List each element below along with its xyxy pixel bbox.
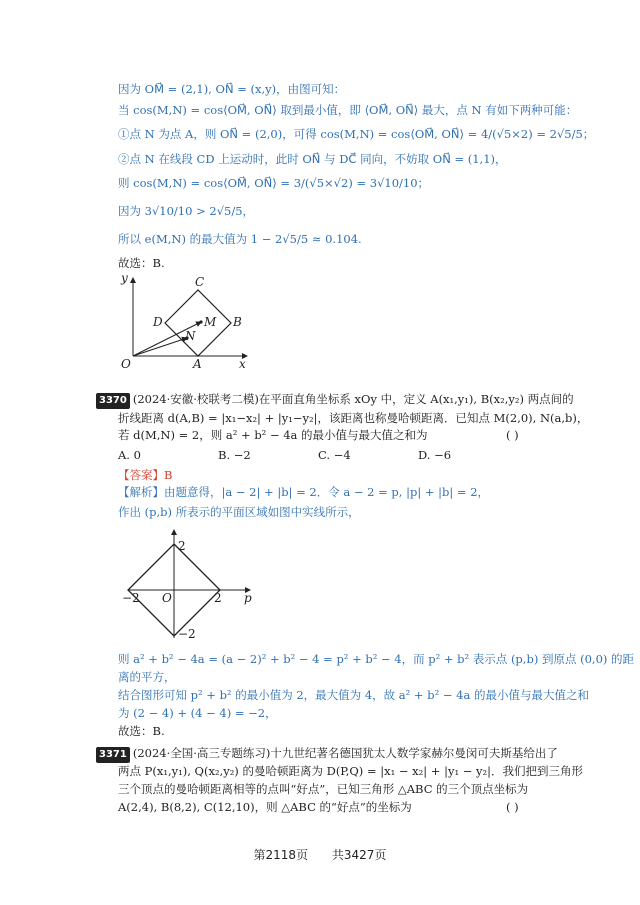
q3370-line-3: 若 d(M,N) = 2，则 a² + b² − 4a 的最小值与最大值之和为 [118, 428, 428, 442]
solution-line-6: 因为 3√10/10 > 2√5/5， [118, 204, 255, 218]
q3371-text-1: (2024·全国·高三专题练习)十九世纪著名德国犹太人数学家赫尔曼闵可夫斯基给出了 [132, 746, 558, 760]
q3370-number-badge: 3370 [96, 393, 130, 409]
fig2-label-o: O [162, 591, 172, 605]
fig1-label-y: y [121, 271, 128, 285]
fig1-label-n: N [185, 329, 196, 343]
choice-b: B. −2 [218, 448, 251, 462]
choice-d: D. −6 [418, 448, 452, 462]
solution-line-2: 当 cos(M,N) = cos⟨OM⃗, ON⃗⟩ 取到最小值，即 ⟨OM⃗, ON⃗⟩ 最大，点 N 有如下两种可能： [118, 103, 578, 117]
q3371-line-1 [96, 746, 558, 763]
q3370-text-1: (2024·安徽·校联考二模)在平面直角坐标系 xOy 中，定义 A(x₁,y₁), B(x₂,y₂) 两点间的 [132, 392, 574, 406]
sol3370-line-5: 故选：B. [118, 724, 165, 738]
fig2-label-right: 2 [214, 591, 222, 605]
choice-c: C. −4 [318, 448, 351, 462]
fig2-label-bottom: −2 [178, 627, 196, 641]
fig1-label-x: x [239, 357, 246, 371]
figure-diamond-region [118, 526, 268, 644]
fig2-label-p: p [244, 591, 252, 605]
figure-square-vectors [115, 268, 255, 373]
q3371-answer-paren: ( ) [506, 800, 519, 814]
q3371-line-3: 三个顶点的曼哈顿距离相等的点叫“好点”，已知三角形 △ABC 的三个顶点坐标为 [118, 782, 529, 796]
q3370-answer: 【答案】B [118, 468, 173, 482]
solution-line-8: 故选：B. [118, 256, 165, 270]
fig1-label-a: A [193, 357, 202, 371]
solution-line-4: ②点 N 在线段 CD 上运动时，此时 ON⃗ 与 DC⃗ 同向，不妨取 ON⃗ = (1,1)， [118, 152, 507, 166]
fig1-label-o: O [121, 357, 131, 371]
sol3370-line-1: 则 a² + b² − 4a = (a − 2)² + b² − 4 = p² + b² − 4，而 p² + b² 表示点 (p,b) 到原点 (0,0) 的距 [118, 652, 635, 666]
q3370-answer-paren: ( ) [506, 428, 519, 442]
q3371-number-badge: 3371 [96, 747, 130, 763]
fig1-label-c: C [195, 275, 205, 289]
fig2-label-top: 2 [178, 539, 186, 553]
q3370-line-2: 折线距离 d(A,B) = |x₁−x₂| + |y₁−y₂|，该距离也称曼哈顿距离．已知点 M(2,0), N(a,b)， [118, 411, 589, 425]
q3370-line-1 [96, 392, 574, 409]
solution-line-3: ①点 N 为点 A，则 ON⃗ = (2,0)，可得 cos(M,N) = cos⟨OM⃗, ON⃗⟩ = 4/(√5×2) = 2√5/5； [118, 127, 595, 141]
solution-line-7: 所以 e(M,N) 的最大值为 1 − 2√5/5 ≈ 0.104. [118, 232, 362, 246]
page-total: 共3427页 [331, 848, 387, 862]
page-number: 第2118页 [253, 848, 309, 862]
sol3370-line-3: 结合图形可知 p² + b² 的最小值为 2，最大值为 4，故 a² + b² − 4a 的最小值与最大值之和 [118, 688, 589, 702]
choice-a: A. 0 [118, 448, 141, 462]
q3370-analysis-1: 【解析】由题意得，|a − 2| + |b| = 2．令 a − 2 = p, |p| + |b| = 2， [118, 485, 490, 499]
q3371-line-4: A(2,4), B(8,2), C(12,10)，则 △ABC 的“好点”的坐标为 [118, 800, 412, 814]
fig1-label-b: B [233, 315, 242, 329]
fig1-label-d: D [153, 315, 163, 329]
solution-line-1: 因为 OM⃗ = (2,1), ON⃗ = (x,y)，由图可知： [118, 82, 346, 96]
solution-line-5: 则 cos(M,N) = cos⟨OM⃗, ON⃗⟩ = 3/(√5×√2) = 3√10/10； [118, 176, 430, 190]
fig1-label-m: M [204, 315, 217, 329]
fig2-label-left: −2 [122, 591, 140, 605]
sol3370-line-2: 离的平方， [118, 670, 176, 684]
q3370-analysis-2: 作出 (p,b) 所表示的平面区域如图中实线所示， [118, 505, 360, 519]
q3371-line-2: 两点 P(x₁,y₁), Q(x₂,y₂) 的曼哈顿距离为 D(P,Q) = |x₁ − x₂| + |y₁ − y₂|．我们把到三角形 [118, 764, 583, 778]
sol3370-line-4: 为 (2 − 4) + (4 − 4) = −2， [118, 706, 277, 720]
page-footer [0, 846, 640, 863]
